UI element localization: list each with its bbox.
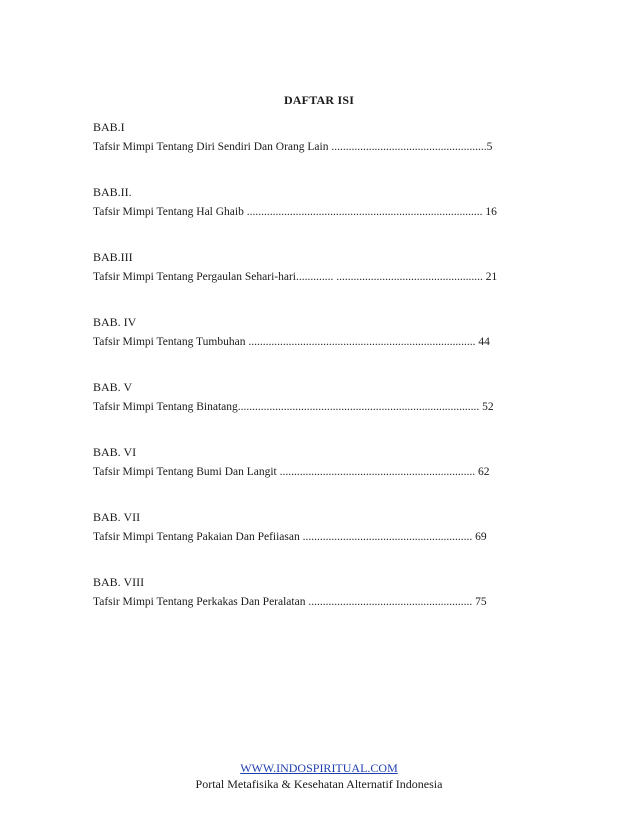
page-title: DAFTAR ISI	[283, 93, 355, 107]
chapter-title-line: Tafsir Mimpi Tentang Tumbuhan ............................................................................... 44	[93, 336, 490, 348]
chapter-title-line: Tafsir Mimpi Tentang Pergaulan Sehari-hari............. ................................................... 21	[93, 271, 498, 283]
page-footer	[0, 760, 638, 792]
toc-entry	[93, 249, 533, 314]
toc-entry	[93, 574, 533, 639]
chapter-title-line: Tafsir Mimpi Tentang Hal Ghaib .................................................................................. 16	[93, 206, 497, 218]
chapter-label: BAB. VII	[93, 510, 141, 524]
toc-entry	[93, 314, 533, 379]
chapter-label: BAB. VIII	[93, 575, 145, 589]
chapter-title-line: Tafsir Mimpi Tentang Bumi Dan Langit .................................................................... 62	[93, 466, 490, 478]
table-of-contents	[93, 119, 533, 639]
chapter-title-line: Tafsir Mimpi Tentang Perkakas Dan Peralatan ......................................................... 75	[93, 596, 487, 608]
chapter-title-line: Tafsir Mimpi Tentang Binatang.................................................................................... 52	[93, 401, 494, 413]
toc-entry	[93, 509, 533, 574]
toc-entry	[93, 119, 533, 184]
footer-url-link[interactable]: WWW.INDOSPIRITUAL.COM	[240, 761, 398, 775]
toc-entry	[93, 444, 533, 509]
chapter-title-line: Tafsir Mimpi Tentang Pakaian Dan Pefiiasan ........................................................... 69	[93, 531, 487, 543]
chapter-label: BAB.I	[93, 120, 125, 134]
chapter-title-line: Tafsir Mimpi Tentang Diri Sendiri Dan Orang Lain ......................................................5	[93, 141, 493, 153]
toc-entry	[93, 184, 533, 249]
chapter-label: BAB. IV	[93, 315, 137, 329]
chapter-label: BAB.III	[93, 250, 133, 264]
chapter-label: BAB.II.	[93, 185, 132, 199]
chapter-label: BAB. VI	[93, 445, 137, 459]
footer-tagline: Portal Metafisika & Kesehatan Alternatif Indonesia	[195, 777, 443, 791]
toc-entry	[93, 379, 533, 444]
chapter-label: BAB. V	[93, 380, 133, 394]
